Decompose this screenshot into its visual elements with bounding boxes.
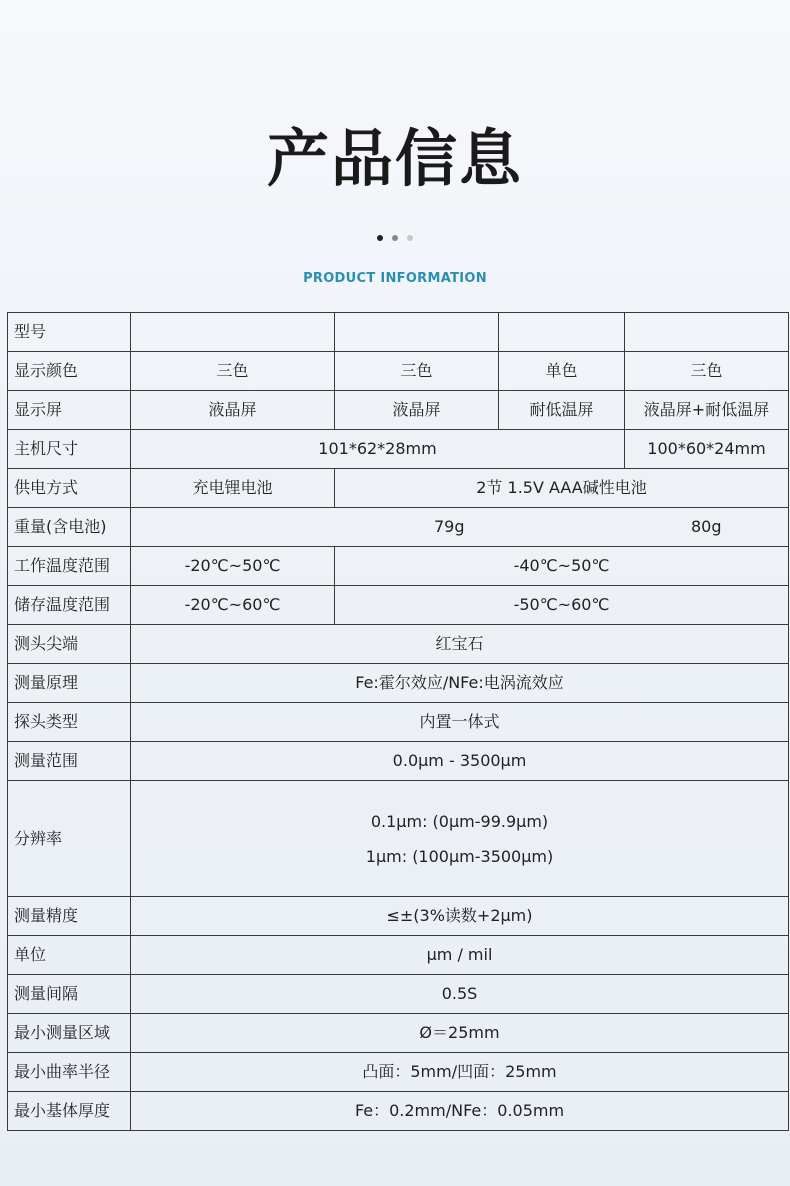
table-row-probe-tip bbox=[8, 625, 789, 664]
row-label: 测量原理 bbox=[8, 664, 131, 703]
table-row-store-temp bbox=[8, 586, 789, 625]
cell bbox=[131, 781, 789, 897]
table-row-principle bbox=[8, 664, 789, 703]
cell: ≤±(3%读数+2μm) bbox=[131, 897, 789, 936]
cell: 三色 bbox=[625, 352, 789, 391]
cell: Fe:霍尔效应/NFe:电涡流效应 bbox=[131, 664, 789, 703]
row-label: 储存温度范围 bbox=[8, 586, 131, 625]
table-row-range bbox=[8, 742, 789, 781]
model-cell-4 bbox=[625, 313, 789, 352]
dot-2 bbox=[392, 235, 398, 241]
table-row-work-temp bbox=[8, 547, 789, 586]
model-cell-2 bbox=[335, 313, 499, 352]
cell: 耐低温屏 bbox=[499, 391, 625, 430]
table-row-probe-type bbox=[8, 703, 789, 742]
table-row-resolution bbox=[8, 781, 789, 897]
model-cell-1 bbox=[131, 313, 335, 352]
cell: 充电锂电池 bbox=[131, 469, 335, 508]
row-label: 型号 bbox=[8, 313, 131, 352]
dot-3 bbox=[407, 235, 413, 241]
model-cell-3 bbox=[499, 313, 625, 352]
cell: 三色 bbox=[335, 352, 499, 391]
cell: -20℃~60℃ bbox=[131, 586, 335, 625]
cell: Ø＝25mm bbox=[131, 1014, 789, 1053]
row-label: 最小曲率半径 bbox=[8, 1053, 131, 1092]
table-row-weight bbox=[8, 508, 789, 547]
table-row-unit bbox=[8, 936, 789, 975]
cell: 液晶屏 bbox=[335, 391, 499, 430]
row-label: 测量范围 bbox=[8, 742, 131, 781]
cell: 0.0μm - 3500μm bbox=[131, 742, 789, 781]
row-label: 分辨率 bbox=[8, 781, 131, 897]
row-label: 工作温度范围 bbox=[8, 547, 131, 586]
table-row-model bbox=[8, 313, 789, 352]
dot-1 bbox=[377, 235, 383, 241]
cell: 液晶屏 bbox=[131, 391, 335, 430]
cell: 内置一体式 bbox=[131, 703, 789, 742]
cell: 79g bbox=[131, 508, 625, 547]
resolution-line-1: 0.1μm: (0μm-99.9μm) bbox=[370, 811, 549, 831]
cell: 液晶屏+耐低温屏 bbox=[625, 391, 789, 430]
table-row-accuracy bbox=[8, 897, 789, 936]
cell: -40℃~50℃ bbox=[335, 547, 789, 586]
row-label: 测量间隔 bbox=[8, 975, 131, 1014]
row-label: 测头尖端 bbox=[8, 625, 131, 664]
page-subtitle: PRODUCT INFORMATION bbox=[303, 271, 487, 286]
row-label: 单位 bbox=[8, 936, 131, 975]
row-label: 测量精度 bbox=[8, 897, 131, 936]
spec-table bbox=[7, 312, 789, 1131]
table-row-min-radius bbox=[8, 1053, 789, 1092]
row-label: 最小基体厚度 bbox=[8, 1092, 131, 1131]
row-label: 重量(含电池) bbox=[8, 508, 131, 547]
cell: 0.5S bbox=[131, 975, 789, 1014]
resolution-line-2: 1μm: (100μm-3500μm) bbox=[365, 846, 554, 866]
row-label: 显示屏 bbox=[8, 391, 131, 430]
row-label: 探头类型 bbox=[8, 703, 131, 742]
row-label: 最小测量区域 bbox=[8, 1014, 131, 1053]
cell: 凸面：5mm/凹面：25mm bbox=[131, 1053, 789, 1092]
cell: 单色 bbox=[499, 352, 625, 391]
row-label: 显示颜色 bbox=[8, 352, 131, 391]
table-row-min-thickness bbox=[8, 1092, 789, 1131]
table-row-min-area bbox=[8, 1014, 789, 1053]
cell: 101*62*28mm bbox=[131, 430, 625, 469]
cell: -50℃~60℃ bbox=[335, 586, 789, 625]
table-row-interval bbox=[8, 975, 789, 1014]
table-row-power bbox=[8, 469, 789, 508]
cell: μm / mil bbox=[131, 936, 789, 975]
cell: 红宝石 bbox=[131, 625, 789, 664]
row-label: 供电方式 bbox=[8, 469, 131, 508]
row-label: 主机尺寸 bbox=[8, 430, 131, 469]
table-row-display-screen bbox=[8, 391, 789, 430]
table-row-size bbox=[8, 430, 789, 469]
cell: 100*60*24mm bbox=[625, 430, 789, 469]
page-title: 产品信息 bbox=[266, 122, 523, 195]
pagination-dots bbox=[0, 226, 790, 245]
cell: -20℃~50℃ bbox=[131, 547, 335, 586]
cell: 2节 1.5V AAA碱性电池 bbox=[335, 469, 789, 508]
cell: 80g bbox=[625, 508, 789, 547]
table-row-display-color bbox=[8, 352, 789, 391]
cell: 三色 bbox=[131, 352, 335, 391]
cell: Fe：0.2mm/NFe：0.05mm bbox=[131, 1092, 789, 1131]
